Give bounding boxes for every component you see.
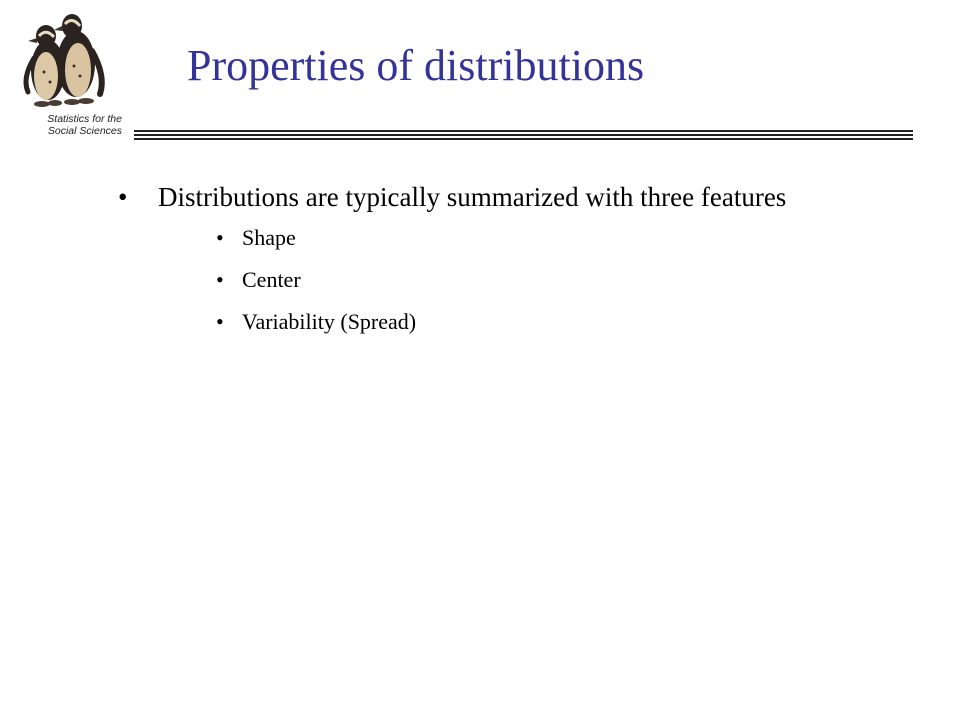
slide-title: Properties of distributions: [187, 41, 645, 90]
bullet-item: [118, 180, 898, 215]
bullet-dot-icon: •: [216, 309, 224, 334]
sub-bullet-item: [216, 225, 898, 251]
sub-bullet-item: [216, 267, 898, 293]
sub-bullet-text: Variability (Spread): [242, 309, 417, 334]
logo-caption-line1: Statistics for the: [47, 113, 122, 125]
sub-bullet-list: [118, 225, 898, 335]
bullet-text: Distributions are typically summarized with three features: [158, 182, 787, 212]
logo-caption: [6, 113, 122, 137]
bullet-dot-icon: •: [118, 182, 128, 212]
logo-caption-line2: Social Sciences: [47, 125, 122, 137]
bullet-dot-icon: •: [216, 225, 224, 250]
sub-bullet-text: Center: [242, 267, 301, 292]
sub-bullet-text: Shape: [242, 225, 296, 250]
bullet-dot-icon: •: [216, 267, 224, 292]
title-divider: [134, 130, 913, 142]
sub-bullet-item: [216, 309, 898, 335]
penguins-icon: [10, 6, 116, 110]
slide-content: [118, 180, 898, 351]
